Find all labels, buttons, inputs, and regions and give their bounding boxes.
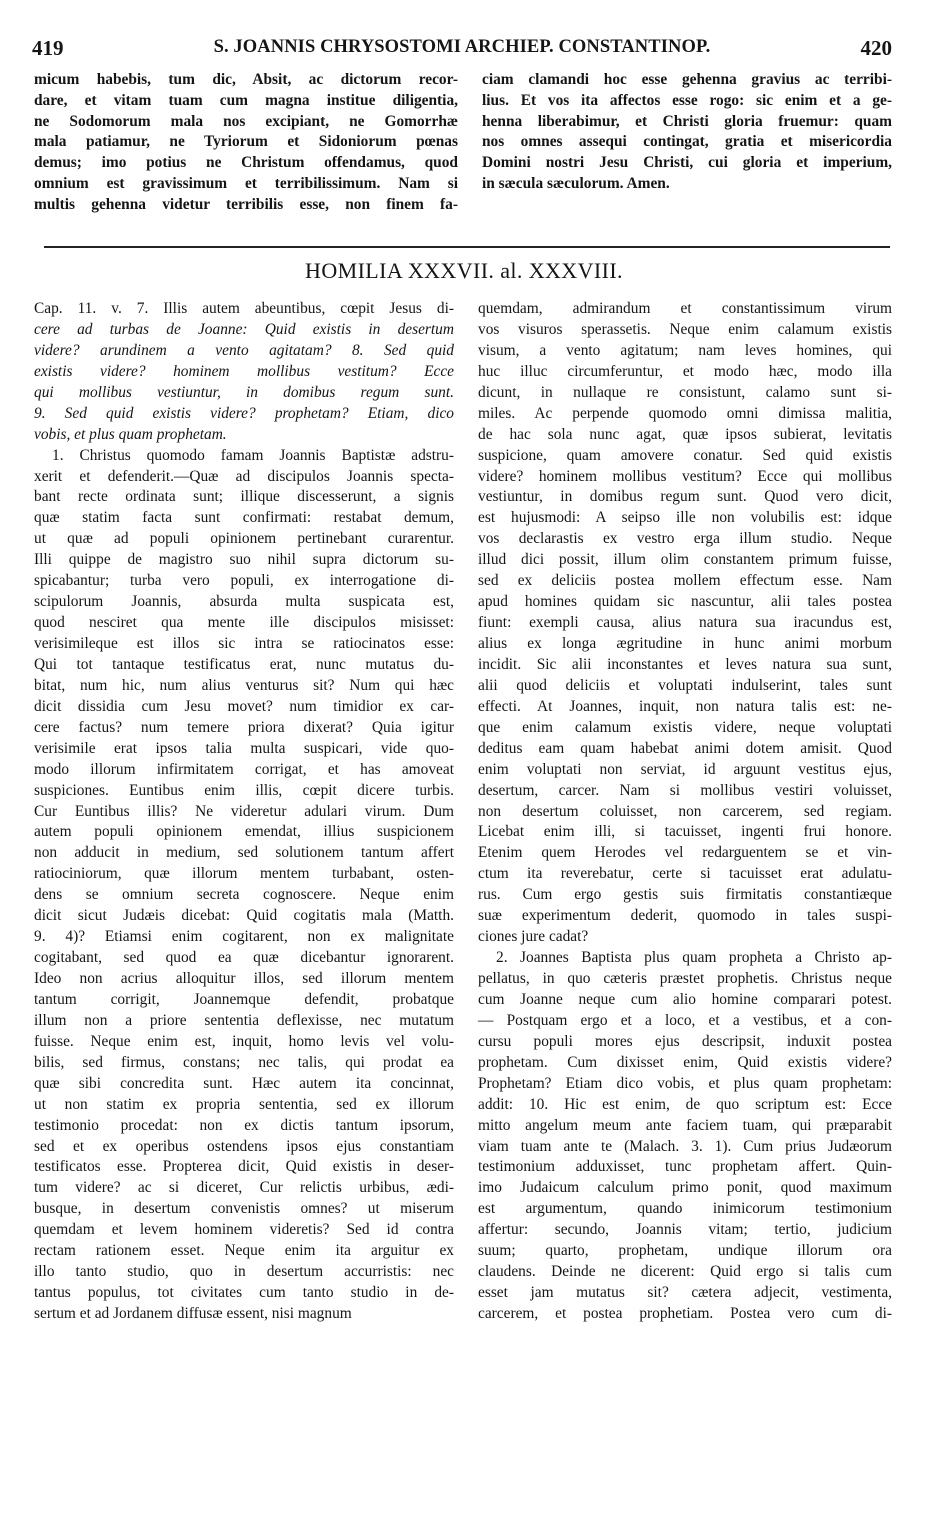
- text-line: autem populi opinionem emendat, illius suspicionem: [34, 823, 454, 841]
- section-divider: [44, 246, 890, 248]
- text-line: nos omnes assequi contingat, gratia et misericordia: [482, 133, 892, 151]
- text-line: ut quæ ad populi opinionem pertinebant curarentur.: [34, 530, 454, 548]
- text-line: Etenim quem Herodes vel redarguentem se et vin-: [478, 844, 892, 862]
- text-line: que enim calamum existis videre, neque voluptati: [478, 718, 892, 736]
- text-line: sed ex deliciis postea mollem effectum esse. Nam: [478, 572, 892, 590]
- text-line: fuisse. Neque enim est, inquit, homo levis vel volu-: [34, 1032, 454, 1050]
- text-line: alii quod deliciis et voluptati indulserint, tales sunt: [478, 676, 892, 694]
- text-line: quod nesciret qua mente ille discipulos misisset:: [34, 614, 454, 632]
- text-line: prophetam. Cum dixisset enim, Quid existis videre?: [478, 1053, 892, 1071]
- text-line: ut non statim ex propria sententia, sed ex illorum: [34, 1095, 454, 1113]
- text-line: quæ statim facta sunt confirmati: restabat demum,: [34, 509, 454, 527]
- text-line: Licebat enim illi, si tacuisset, ingenti frui honore.: [478, 823, 892, 841]
- text-line: claudens. Deinde ne dicerent: Quid ergo si talis cum: [478, 1263, 892, 1281]
- main-left-column: [34, 299, 454, 1325]
- text-line: bilis, sed firmus, constans; nec talis, qui prodat ea: [34, 1053, 454, 1071]
- text-line: 9. 4)? Etiamsi enim cogitarent, non ex malignitate: [34, 928, 454, 946]
- text-line: illo tanto studio, quo in desertum accurristis: nec: [34, 1263, 454, 1281]
- page-header: [32, 36, 892, 66]
- text-line: ne Sodomorum mala nos excipiant, ne Gomorrhæ: [34, 112, 458, 130]
- running-title: S. JOANNIS CHRYSOSTOMI ARCHIEP. CONSTANTINOP.: [213, 37, 711, 57]
- text-line: cursu populi mores ejus descripsit, induxit postea: [478, 1032, 892, 1050]
- text-line: lius. Et vos ita affectos esse rogo: sic enim et a ge-: [482, 91, 892, 109]
- text-line: quemdam et levem hominem videretis? Sed id contra: [34, 1221, 454, 1239]
- text-line: qui mollibus vestiuntur, in domibus regum sunt.: [34, 383, 454, 401]
- text-line: quæ sibi concredita sunt. Hæc autem ita concinnat,: [34, 1074, 454, 1092]
- text-line: 9. Sed quid existis videre? prophetam? Etiam, dico: [34, 404, 454, 422]
- text-line: fiunt: exempli causa, alius natura sua iracundus est,: [478, 614, 892, 632]
- text-line: illum non a priore sententia deflexisse, nec mutatum: [34, 1011, 454, 1029]
- text-line: suspiciones. Euntibus enim illis, cœpit dicere turbis.: [34, 781, 454, 799]
- text-line: dicit sicut Judæis dicebat: Quid cogitatis mala (Matth.: [34, 907, 454, 925]
- text-line: verisimile erat ipsos talia multa suspicari, vide quo-: [34, 739, 454, 757]
- text-line: huc illuc circumferuntur, et modo hæc, modo illa: [478, 362, 892, 380]
- text-line: 2. Joannes Baptista plus quam propheta a Christo ap-: [496, 949, 892, 967]
- main-right-column: [478, 299, 892, 1325]
- text-line: cum Joanne neque cum alio homine comparari potest.: [478, 990, 892, 1008]
- text-line: Ideo non acrius alloquitur illos, sed illorum mentem: [34, 970, 454, 987]
- text-line: scipulorum Joannis, absurda multa suspicata est,: [34, 593, 454, 611]
- text-line: cogitabant, sed quod ea quæ dicebantur ignorarent.: [34, 949, 454, 967]
- text-line: testimonio procedat: non ex dictis tantum ipsorum,: [34, 1116, 454, 1134]
- text-line: sertum et ad Jordanem diffusæ essent, nisi magnum: [34, 1305, 352, 1322]
- text-line: spicabantur; turba vero populi, ex interrogatione di-: [34, 572, 454, 590]
- top-right-column: [482, 70, 892, 195]
- text-line: suspicione, quam amovere conatur. Sed quid existis: [478, 446, 892, 464]
- text-line: busque, in desertum convenistis omnes? ut miserum: [34, 1200, 454, 1218]
- text-line: miles. Ac perpende quomodo omni dimissa malitia,: [478, 404, 892, 422]
- text-line: rectam rationem esset. Neque enim ita arguitur ex: [34, 1242, 454, 1260]
- text-line: dens se omnium secreta cognoscere. Neque enim: [34, 886, 454, 904]
- text-line: visum, a vento agitatum; nam leves homines, qui: [478, 341, 892, 359]
- text-line: testimonium adduxisset, tunc prophetam affert. Quin-: [478, 1158, 892, 1176]
- text-line: ciam clamandi hoc esse gehenna gravius ac terribi-: [482, 71, 892, 88]
- text-line: henna liberabimur, et Christi gloria fruemur: quam: [482, 112, 892, 130]
- text-line: effecti. At Joannes, inquit, non natura talis est: ne-: [478, 697, 892, 715]
- text-line: est argumentum, quando inimicorum testimonium: [478, 1200, 892, 1218]
- homily-title: HOMILIA XXXVII. al. XXXVIII.: [305, 258, 623, 283]
- text-line: carcerem, et postea prophetiam. Postea vero cum di-: [478, 1305, 892, 1322]
- text-line: pellatus, in quo cæteris præstet prophetis. Christus neque: [478, 970, 892, 987]
- text-line: affertur: secundo, Joannis vitam; tertio, judicium: [478, 1221, 892, 1239]
- text-line: mala patiamur, ne Tyriorum et Sidoniorum pœnas: [34, 133, 458, 151]
- text-line: apud homines quidam sic nascuntur, alii tales postea: [478, 593, 892, 611]
- text-line: incidit. Sic alii inconstantes et leves natura sua sunt,: [478, 655, 892, 673]
- text-line: non adducit in medium, sed solutionem tantum affert: [34, 844, 454, 862]
- text-line: non desertum coluisset, non carcerem, sed regiam.: [478, 802, 892, 820]
- text-line: 1. Christus quomodo famam Joannis Baptistæ adstru-: [52, 446, 454, 464]
- text-line: vobis, et plus quam prophetam.: [34, 425, 227, 443]
- text-line: mitto angelum meum ante faciem tuam, qui præparabit: [478, 1116, 892, 1134]
- text-line: dare, et vitam tuam cum magna institue diligentia,: [34, 91, 458, 109]
- text-line: viam tuam ante te (Malach. 3. 1). Cum prius Judæorum: [478, 1137, 892, 1155]
- text-line: dicit dissidia cum Jesu movet? num timidior ex car-: [34, 697, 454, 715]
- text-line: modo illorum infirmitatem corrigat, et has amoveat: [34, 760, 454, 778]
- text-line: vos declarastis ex vestro erga illum studio. Neque: [478, 530, 892, 548]
- text-line: demus; imo potius ne Christum offendamus, quod: [34, 154, 458, 171]
- text-line: xerit et defenderit.—Quæ ad discipulos Joannis specta-: [34, 467, 454, 485]
- text-line: Qui tot tantaque testificatus erat, nunc mutatus du-: [34, 655, 454, 673]
- text-line: illud dici possit, illum olim constantem primum fuisse,: [478, 551, 892, 569]
- text-line: in sæcula sæculorum. Amen.: [482, 174, 670, 192]
- top-left-column: [34, 70, 458, 215]
- text-line: desertum, carcer. Nam si mollibus vestiri voluisset,: [478, 781, 892, 799]
- text-line: imo Judaicum calculum primo ponit, quod maximum: [478, 1179, 892, 1197]
- text-line: de hac sola nunc agat, quæ ipsos subierat, levitatis: [478, 425, 892, 443]
- text-line: existis videre? hominem mollibus vestitum? Ecce: [34, 362, 454, 380]
- text-line: ctum ita reverebatur, certe si tacuisset erat adulatu-: [478, 865, 892, 883]
- text-line: Illi quippe de magistro suo nihil supra dictorum su-: [34, 551, 454, 569]
- text-line: Prophetam? Etiam dico vobis, et plus quam prophetam:: [478, 1074, 892, 1092]
- text-line: alius ex longa ægritudine in hunc animi morbum: [478, 635, 892, 652]
- text-line: addit: 10. Hic est enim, de quo scriptum est: Ecce: [478, 1095, 892, 1113]
- text-line: cere ad turbas de Joanne: Quid existis in desertum: [34, 320, 454, 338]
- text-line: quemdam, admirandum et constantissimum virum: [478, 300, 892, 317]
- text-line: suum; quarto, prophetam, undique illorum ora: [478, 1242, 892, 1260]
- text-line: Cur Euntibus illis? Ne videretur adulari virum. Dum: [34, 802, 454, 820]
- text-line: cere factus? num temere priora dixerat? Quia igitur: [34, 718, 454, 736]
- text-line: est hujusmodi: A seipso ille non volubilis est: idque: [478, 509, 892, 527]
- text-line: Domini nostri Jesu Christi, cui gloria et imperium,: [482, 154, 892, 171]
- text-line: deditus eam quam habebat animi dotem amisit. Quod: [478, 739, 892, 757]
- text-line: Cap. 11. v. 7. Illis autem abeuntibus, cœpit Jesus di-: [34, 300, 454, 317]
- text-line: tum videre? ac si diceret, Cur relictis urbibus, ædi-: [34, 1179, 454, 1197]
- text-line: ciones jure cadat?: [478, 928, 589, 946]
- text-line: micum habebis, tum dic, Absit, ac dictorum recor-: [34, 71, 458, 88]
- page-number-right: 420: [860, 36, 892, 60]
- text-line: testificatos esse. Propterea dicit, Quid existis in deser-: [34, 1158, 454, 1176]
- text-line: videre? arundinem a vento agitatam? 8. Sed quid: [34, 341, 454, 359]
- text-line: videre? hominem mollibus vestitum? Ecce qui mollibus: [478, 467, 892, 485]
- text-line: rus. Cum ergo gestis suis firmitatis constantiæque: [478, 886, 892, 904]
- text-line: sed et ex operibus ostendens ipsos ejus constantiam: [34, 1137, 454, 1155]
- text-line: tantum corrigit, Joannemque defendit, probatque: [34, 990, 454, 1008]
- text-line: verisimileque est illos sic intra se ratiocinatos esse:: [34, 635, 454, 652]
- text-line: esset jam mutatus sit? cætera adjecit, vestimenta,: [478, 1284, 892, 1302]
- text-line: — Postquam ergo et a loco, et a vestibus, et a con-: [478, 1011, 892, 1029]
- text-line: bitat, num hic, num alius venturus sit? Num qui hæc: [34, 676, 454, 694]
- text-line: vestiuntur, in domibus regum sunt. Quod vero dicit,: [478, 488, 892, 506]
- text-line: ratiociniorum, quæ illorum mentem turbabant, osten-: [34, 865, 454, 883]
- text-line: suæ experimentum dederit, quomodo in tales suspi-: [478, 907, 892, 925]
- text-line: tantus populus, tot civitates cum tanto studio in de-: [34, 1284, 454, 1302]
- page-number-left: 419: [32, 36, 64, 60]
- text-line: multis gehenna videtur terribilis esse, non finem fa-: [34, 195, 458, 213]
- text-line: vos visuros sperassetis. Neque enim calamum existis: [478, 320, 892, 338]
- text-line: dicunt, in nullaque re consistunt, calamo sunt si-: [478, 383, 892, 401]
- text-line: omnium est gravissimum et terribilissimum. Nam si: [34, 174, 458, 192]
- text-line: enim voluptati non serviat, id arguunt vestitus ejus,: [478, 760, 892, 778]
- text-line: bant recte ordinata sunt; illique discesserunt, a signis: [34, 488, 454, 506]
